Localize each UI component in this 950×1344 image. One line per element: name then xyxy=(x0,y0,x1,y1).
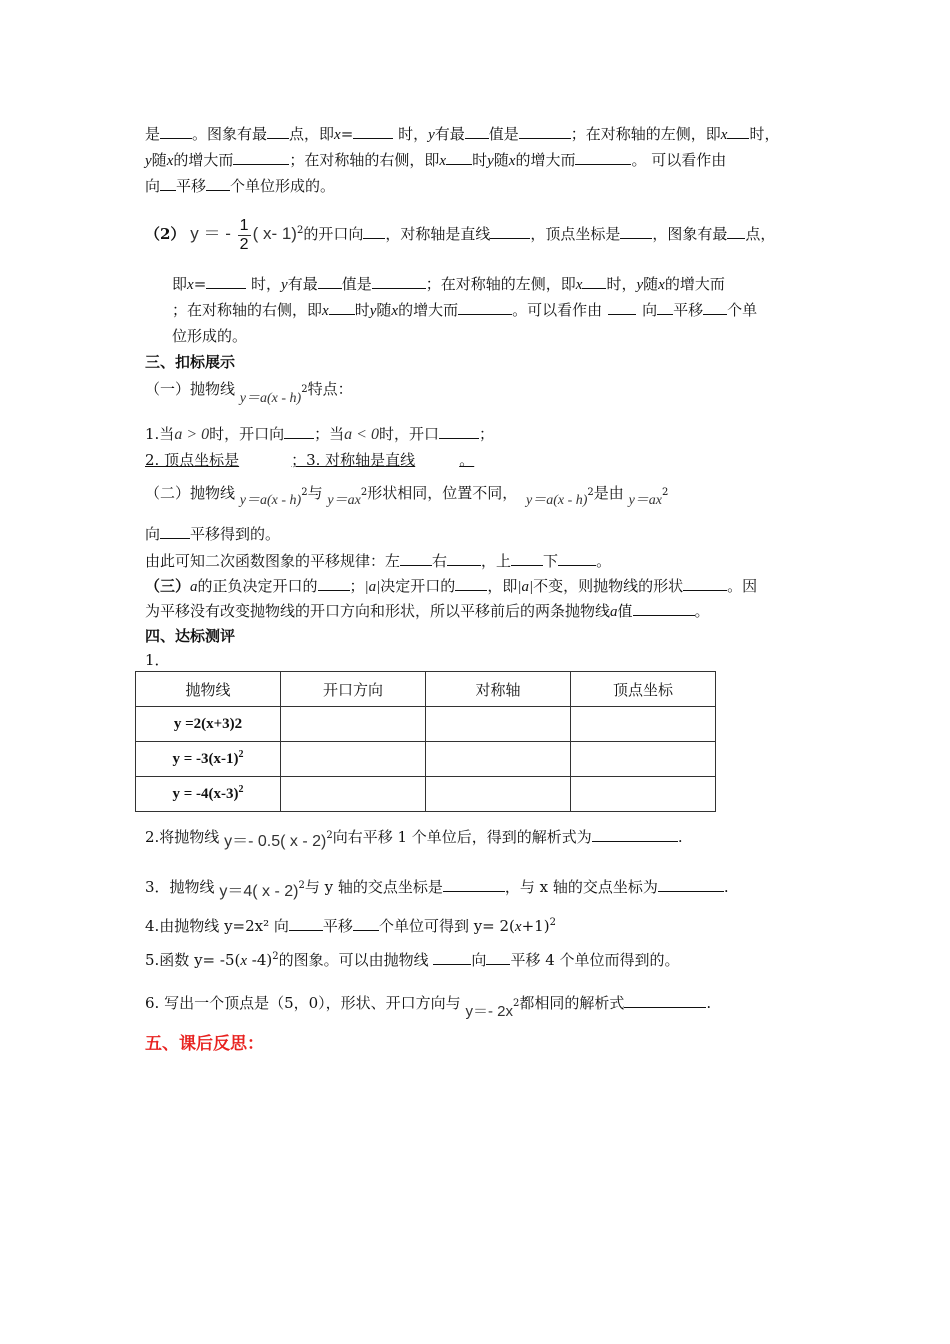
section-1-line: （一）抛物线 y＝a(x - h)$^2$特点： xyxy=(145,380,353,406)
table-row xyxy=(136,777,716,812)
blank[interactable] xyxy=(455,576,487,591)
blank[interactable] xyxy=(289,916,323,931)
section-heading-4: 四、达标测评 xyxy=(145,627,236,645)
table-header-row xyxy=(136,672,716,707)
blank[interactable] xyxy=(458,300,512,315)
blank[interactable] xyxy=(353,916,379,931)
blank[interactable] xyxy=(318,274,342,289)
section-heading-5: 五、课后反思： xyxy=(145,1034,264,1054)
blank[interactable] xyxy=(329,300,355,315)
blank[interactable] xyxy=(206,176,230,191)
table-cell[interactable] xyxy=(281,777,426,812)
blank[interactable] xyxy=(446,150,472,165)
question-2: 2.将抛物线 y＝- 0.5( x - 2)$^2$向右平移 1 个单位后，得到的解析式为 . xyxy=(145,828,683,850)
blank[interactable] xyxy=(160,124,192,139)
table-row xyxy=(136,707,716,742)
fraction-one-half: $\frac{1}{2}$ xyxy=(239,216,249,253)
question-3: 3．抛物线 y＝4( x - 2)$^2$与 y 轴的交点坐标是 ，与 x 轴的交点坐标为 . xyxy=(145,878,729,900)
blank[interactable] xyxy=(575,150,631,165)
blank[interactable] xyxy=(443,877,505,892)
blank[interactable] xyxy=(267,124,289,139)
question-4: 4.由抛物线 y=2x² 向 平移 个单位可得到 $y= 2(x+1)^2$ xyxy=(145,917,556,935)
line-5: 即x= 时，y有最 值是 ；在对称轴的左侧，即x 时，y随x的增大而 xyxy=(172,275,725,293)
line-2: y随x的增大而 ；在对称轴的右侧，即x 时y随x的增大而 。 可以看作由 xyxy=(145,151,727,169)
parabola-table xyxy=(135,671,716,812)
blank[interactable] xyxy=(592,827,678,842)
question-6: 6. 写出一个顶点是（5，0），形状、开口方向与 y＝- $2x^2$都相同的解析式 . xyxy=(145,994,712,1020)
line-6: ；在对称轴的右侧，即x 时y随x的增大而 。可以看作由 向 平移 个单 xyxy=(172,301,758,319)
table-cell[interactable] xyxy=(571,777,716,812)
table-cell[interactable] xyxy=(426,707,571,742)
section-3-line-2: 为平移没有改变抛物线的开口方向和形状，所以平移前后的两条抛物线a值 。 xyxy=(145,602,710,620)
blank[interactable] xyxy=(160,176,176,191)
question-1-number: 1． xyxy=(145,651,170,669)
blank[interactable] xyxy=(206,274,246,289)
table-cell[interactable] xyxy=(426,742,571,777)
section-2-line-2: 向 平移得到的。 xyxy=(145,525,281,543)
blank[interactable] xyxy=(447,551,481,566)
table-header: 抛物线 xyxy=(136,672,281,707)
table-cell[interactable] xyxy=(426,777,571,812)
blank[interactable] xyxy=(683,576,727,591)
blank[interactable] xyxy=(233,150,289,165)
table-cell[interactable] xyxy=(281,707,426,742)
blank[interactable] xyxy=(727,124,749,139)
table-cell[interactable] xyxy=(281,742,426,777)
table-cell-formula: $y = -4(x-3)^2$ xyxy=(136,777,281,812)
blank[interactable] xyxy=(439,424,479,439)
table-cell-formula: y =2(x+3)2 xyxy=(136,707,281,742)
blank[interactable] xyxy=(284,424,314,439)
section-3-line: （三）a的正负决定开口的 ；|a|决定开口的 ，即|a|不变，则抛物线的形状 。因 xyxy=(145,577,758,595)
line-4-question-2: （2） y ＝ - $\frac{1}{2}$ ( x- 1)$^2$的开口向 ，对称轴是直线 ，顶点坐标是 ，图象有最 点， xyxy=(145,216,776,253)
blank[interactable] xyxy=(486,950,510,965)
table-row xyxy=(136,742,716,777)
section-1-item-2: 2. 顶点坐标是 ；3. 对称轴是直线 。 xyxy=(145,451,475,469)
question-5: 5.函数 y= -5(x -4)$^2$的图象。可以由抛物线 向 平移 4 个单位而得到的。 xyxy=(145,951,680,969)
line-3: 向 平移 个单位形成的。 xyxy=(145,177,336,195)
table-cell-formula: $y = -3(x-1)^2$ xyxy=(136,742,281,777)
blank[interactable] xyxy=(558,551,596,566)
blank[interactable] xyxy=(657,300,673,315)
blank[interactable] xyxy=(624,993,706,1008)
blank[interactable] xyxy=(160,524,190,539)
blank[interactable] xyxy=(363,224,385,239)
blank[interactable] xyxy=(727,224,745,239)
blank[interactable] xyxy=(519,124,571,139)
blank[interactable] xyxy=(703,300,727,315)
blank[interactable] xyxy=(465,124,489,139)
table-cell[interactable] xyxy=(571,707,716,742)
table-cell[interactable] xyxy=(571,742,716,777)
line-1: 是 。图象有最 点，即x= 时，y有最 值是 ；在对称轴的左侧，即x 时， xyxy=(145,125,780,143)
blank[interactable] xyxy=(633,601,695,616)
blank[interactable] xyxy=(658,877,724,892)
blank[interactable] xyxy=(620,224,652,239)
blank[interactable] xyxy=(372,274,426,289)
section-heading-3: 三、扣标展示 xyxy=(145,353,236,371)
blank[interactable] xyxy=(433,950,471,965)
table-header: 开口方向 xyxy=(281,672,426,707)
table-header: 对称轴 xyxy=(426,672,571,707)
blank[interactable] xyxy=(318,576,350,591)
blank[interactable] xyxy=(582,274,606,289)
line-7: 位形成的。 xyxy=(172,327,248,345)
blank[interactable] xyxy=(511,551,543,566)
section-1-item-1: 1.当a > 0时，开口向 ；当a < 0时，开口 ； xyxy=(145,425,494,443)
blank[interactable] xyxy=(400,551,432,566)
blank[interactable] xyxy=(608,300,636,315)
table-header: 顶点坐标 xyxy=(571,672,716,707)
blank[interactable] xyxy=(353,124,393,139)
translation-rule-line: 由此可知二次函数图象的平移规律：左 右 ，上 下 。 xyxy=(145,552,612,570)
section-2-line: （二）抛物线 y＝a(x - h)$^2$与 $y=ax^2$形状相同，位置不同， y＝a(x - h)$^2$是由 $y=ax^2$ xyxy=(145,484,669,508)
blank[interactable] xyxy=(490,224,530,239)
